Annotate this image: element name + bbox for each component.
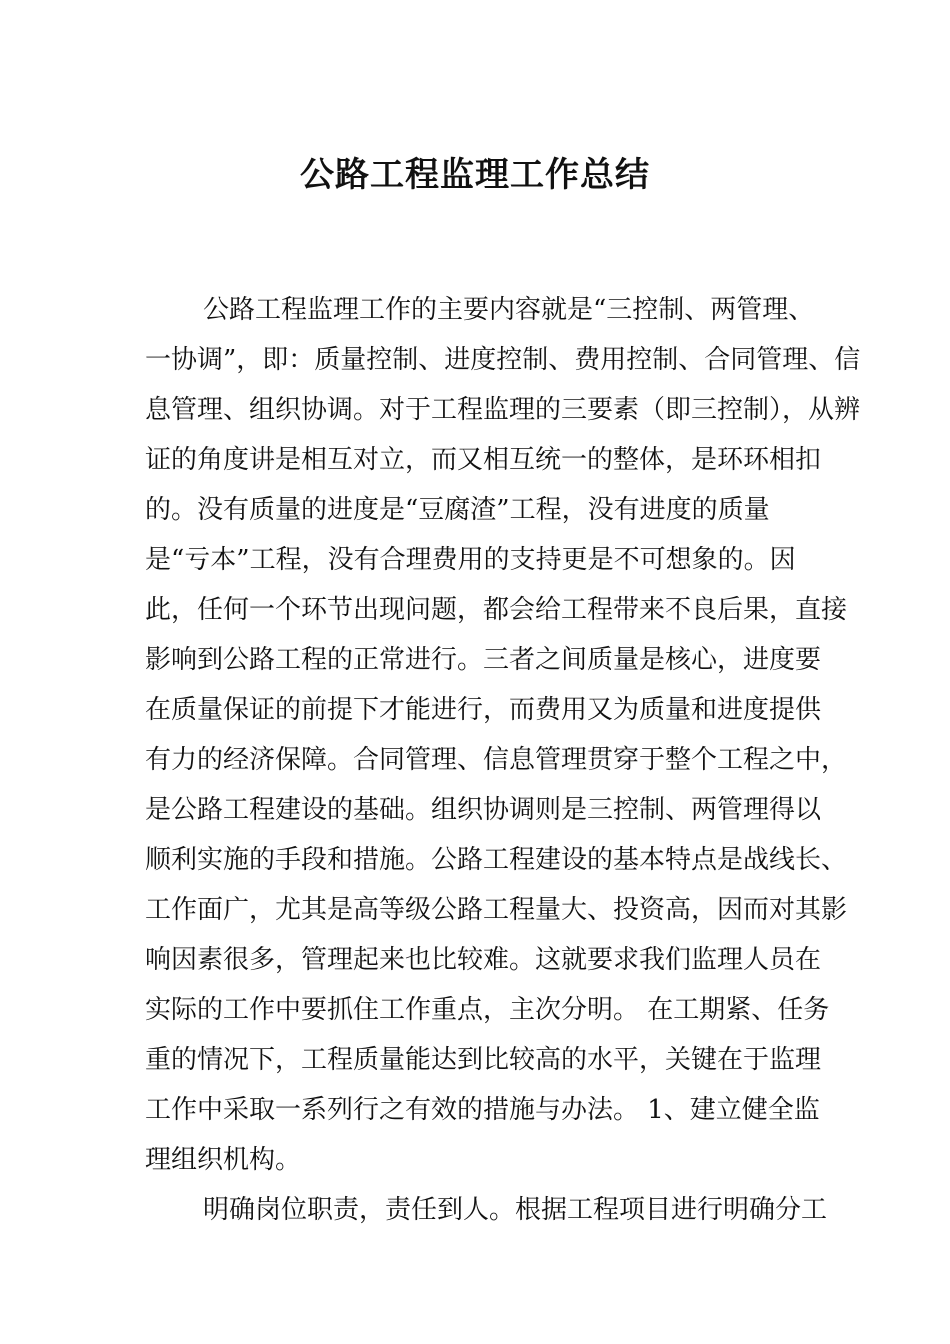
text-line: 证的角度讲是相互对立，而又相互统一的整体，是环环相扣: [145, 445, 822, 475]
text-line: 明确岗位职责，责任到人。根据工程项目进行明确分工: [203, 1195, 828, 1225]
text-line: 息管理、组织协调。对于工程监理的三要素（即三控制），从辨: [145, 395, 861, 425]
document-title: 公路工程监理工作总结: [300, 155, 650, 195]
text-line: 是“亏本”工程，没有合理费用的支持更是不可想象的。因: [145, 545, 796, 575]
text-line: 此，任何一个环节出现问题，都会给工程带来不良后果，直接: [145, 595, 848, 625]
text-line: 是公路工程建设的基础。组织协调则是三控制、两管理得以: [145, 795, 822, 825]
text-line: 工作中采取一系列行之有效的措施与办法。 1、建立健全监: [145, 1095, 820, 1125]
text-line: 有力的经济保障。合同管理、信息管理贯穿于整个工程之中，: [145, 745, 848, 775]
text-line: 的。没有质量的进度是“豆腐渣”工程，没有进度的质量: [145, 495, 770, 525]
text-line: 实际的工作中要抓住工作重点，主次分明。 在工期紧、任务: [145, 995, 830, 1025]
text-line: 影响到公路工程的正常进行。三者之间质量是核心，进度要: [145, 645, 822, 675]
text-line: 一协调”，即：质量控制、进度控制、费用控制、合同管理、信: [145, 345, 861, 375]
text-line: 响因素很多，管理起来也比较难。这就要求我们监理人员在: [145, 945, 822, 975]
text-line: 在质量保证的前提下才能进行，而费用又为质量和进度提供: [145, 695, 822, 725]
text-line: 重的情况下，工程质量能达到比较高的水平，关键在于监理: [145, 1045, 822, 1075]
text-line: 公路工程监理工作的主要内容就是“三控制、两管理、: [203, 295, 815, 325]
text-line: 顺利实施的手段和措施。公路工程建设的基本特点是战线长、: [145, 845, 848, 875]
text-line: 理组织机构。: [145, 1145, 302, 1175]
document-body: [145, 285, 861, 1235]
text-line: 工作面广，尤其是高等级公路工程量大、投资高，因而对其影: [145, 895, 848, 925]
